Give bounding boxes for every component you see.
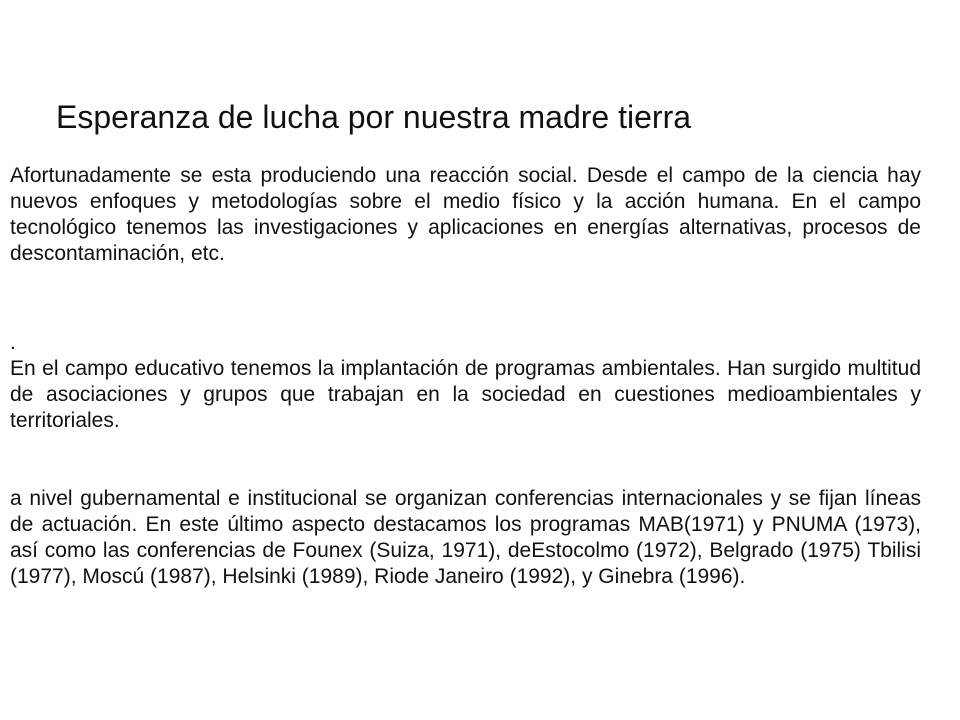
bullet-dot: . — [10, 331, 16, 354]
paragraph-government-conferences: a nivel gubernamental e institucional se organizan conferencias internacionales y se fijan líneas de actuación. En este último aspecto destacamos los programas MAB(1971) y PNUMA (1973), así como las conferencias de Founex (Suiza, 1971), deEstocolmo (1972), Belgrado (1975) Tbilisi (1977), Moscú (1987), Helsinki (1989), Riode Janeiro (1992), y Ginebra (1996). — [10, 487, 921, 588]
paragraph-scientific-response: Afortunadamente se esta produciendo una reacción social. Desde el campo de la ciencia hay nuevos enfoques y metodologías sobre el medio físico y la acción humana. En el campo tecnológico tenemos las investigaciones y aplicaciones en energías alternativas, procesos de descontaminación, etc. — [10, 164, 921, 265]
paragraph-educational-block — [10, 330, 921, 434]
slide-title: Esperanza de lucha por nuestra madre tierra — [56, 99, 692, 135]
paragraph-educational-field: En el campo educativo tenemos la implantación de programas ambientales. Han surgido multitud de asociaciones y grupos que trabajan en la sociedad en cuestiones medioambientales y territoriales. — [10, 357, 921, 432]
